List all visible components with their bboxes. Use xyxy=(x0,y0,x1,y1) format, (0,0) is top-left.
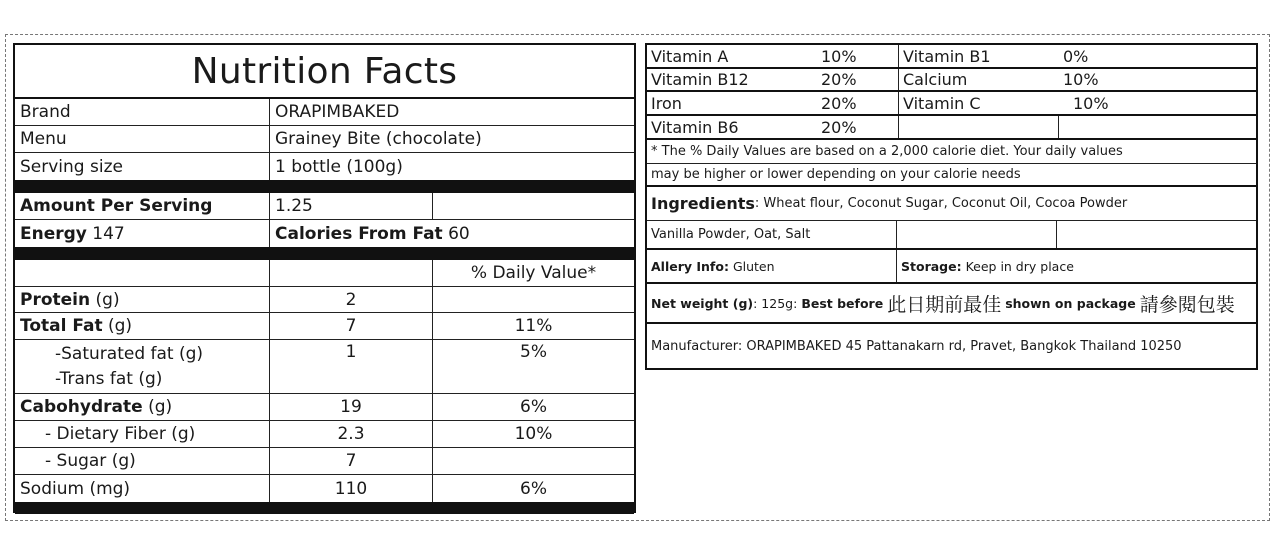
serving-size-row xyxy=(15,153,634,180)
ingredients-text: : Wheat flour, Coconut Sugar, Coconut Oil, Cocoa Powder xyxy=(754,196,1128,211)
vitamin-value: 10% xyxy=(1063,70,1099,89)
manufacturer-row xyxy=(647,324,1256,368)
best-before-cjk: 此日期前最佳 xyxy=(887,293,1002,316)
vitamin-value: 10% xyxy=(1073,93,1109,113)
footnote-line-2: may be higher or lower depending on your calorie needs xyxy=(647,164,1256,187)
calories-from-fat-cell xyxy=(270,220,634,247)
shown-on-package-label: shown on package xyxy=(1005,295,1136,311)
carbohydrate-name: Cabohydrate xyxy=(20,397,143,417)
product-info-panel xyxy=(645,43,1258,370)
vitamin-value: 20% xyxy=(817,92,899,114)
carbohydrate-row xyxy=(15,394,634,421)
brand-value: ORAPIMBAKED xyxy=(275,102,400,122)
vitamin-name: Vitamin B6 xyxy=(651,117,739,137)
dietary-fiber-row xyxy=(15,421,634,448)
carbohydrate-dv: 6% xyxy=(520,397,547,417)
storage-label: Storage: xyxy=(901,258,962,274)
amount-per-serving-value: 1.25 xyxy=(270,193,433,219)
sodium-name: Sodium (mg) xyxy=(15,475,270,502)
footnote-line-1: * The % Daily Values are based on a 2,000 calorie diet. Your daily values xyxy=(647,140,1256,164)
protein-unit: (g) xyxy=(95,289,120,310)
vitamin-value: 10% xyxy=(817,45,899,67)
allergy-storage-row xyxy=(647,250,1256,284)
serving-size-value: 1 bottle (100g) xyxy=(275,156,403,177)
fat-breakdown-row xyxy=(15,340,634,394)
brand-row xyxy=(15,99,634,126)
protein-amount: 2 xyxy=(270,287,433,312)
sugar-row xyxy=(15,448,634,475)
allergy-cell xyxy=(647,250,897,282)
allergy-value: Gluten xyxy=(732,258,775,274)
serving-size-label: Serving size xyxy=(15,153,270,180)
total-fat-dv: 11% xyxy=(514,316,553,336)
menu-row xyxy=(15,126,634,153)
sodium-dv: 6% xyxy=(520,478,547,499)
allergy-label: Allery Info: xyxy=(651,258,729,274)
calories-from-fat-value: 60 xyxy=(448,223,470,244)
ingredients-label: Ingredients xyxy=(651,194,755,213)
vitamin-value xyxy=(1059,116,1256,138)
separator-bar xyxy=(15,247,634,260)
vitamin-name: Vitamin B1 xyxy=(903,46,991,66)
brand-label: Brand xyxy=(15,99,270,125)
energy-label: Energy xyxy=(20,223,87,244)
vitamin-value: 20% xyxy=(817,116,899,138)
net-weight-value: : 125g: xyxy=(753,295,798,311)
best-before-label: Best before xyxy=(801,295,884,311)
saturated-fat-amount: 1 xyxy=(270,340,433,393)
total-fat-unit: (g) xyxy=(107,316,133,336)
trans-fat-name: -Trans fat (g) xyxy=(55,369,163,389)
dietary-fiber-dv: 10% xyxy=(514,424,553,444)
net-weight-row xyxy=(647,284,1256,324)
nutrition-facts-title: Nutrition Facts xyxy=(15,45,634,99)
bottom-bar xyxy=(15,502,634,514)
total-fat-name: Total Fat xyxy=(20,316,103,336)
sugar-amount: 7 xyxy=(270,448,433,474)
dietary-fiber-name: - Dietary Fiber (g) xyxy=(15,421,270,447)
energy-row xyxy=(15,220,634,247)
sodium-amount: 110 xyxy=(270,475,433,502)
vitamin-name: Vitamin A xyxy=(651,46,729,66)
menu-label: Menu xyxy=(15,126,270,152)
energy-value: 147 xyxy=(92,223,125,244)
vitamin-name: Iron xyxy=(651,93,682,113)
vitamin-value: 20% xyxy=(817,69,899,90)
separator-bar xyxy=(15,180,634,193)
saturated-fat-name: -Saturated fat (g) xyxy=(55,344,204,364)
vitamin-name: Calcium xyxy=(903,70,968,89)
storage-value: Keep in dry place xyxy=(965,258,1074,274)
daily-value-header-row xyxy=(15,260,634,287)
total-fat-row xyxy=(15,313,634,340)
energy-cell xyxy=(15,220,270,247)
vitamin-row xyxy=(647,116,1256,140)
sodium-row xyxy=(15,475,634,502)
calories-from-fat-label: Calories From Fat xyxy=(275,223,443,244)
menu-value: Grainey Bite (chocolate) xyxy=(275,129,482,149)
carbohydrate-unit: (g) xyxy=(148,397,173,417)
vitamin-name: Vitamin B12 xyxy=(651,70,749,89)
amount-per-serving-label: Amount Per Serving xyxy=(15,193,270,219)
sugar-dv xyxy=(433,448,634,474)
dietary-fiber-amount: 2.3 xyxy=(270,421,433,447)
vitamin-name xyxy=(899,116,1059,138)
saturated-fat-dv: 5% xyxy=(520,342,547,362)
carbohydrate-amount: 19 xyxy=(270,394,433,420)
daily-value-header: % Daily Value* xyxy=(470,263,597,283)
ingredients-text-2: Vanilla Powder, Oat, Salt xyxy=(647,221,897,248)
manufacturer-text: Manufacturer: ORAPIMBAKED 45 Pattanakarn rd, Pravet, Bangkok Thailand 10250 xyxy=(651,338,1182,354)
nutrition-facts-panel xyxy=(13,43,636,513)
ingredients-row-2 xyxy=(647,221,1256,250)
net-weight-label: Net weight (g) xyxy=(651,295,754,311)
shown-on-package-cjk: 請參閱包裝 xyxy=(1139,293,1235,316)
amount-per-serving-row xyxy=(15,193,634,220)
protein-row xyxy=(15,287,634,313)
vitamin-row xyxy=(647,45,1256,69)
vitamin-value: 0% xyxy=(1063,46,1089,66)
total-fat-amount: 7 xyxy=(270,313,433,339)
vitamin-row xyxy=(647,69,1256,92)
protein-dv xyxy=(433,287,634,312)
ingredients-row xyxy=(647,187,1256,221)
protein-name: Protein xyxy=(20,289,91,310)
sugar-name: - Sugar (g) xyxy=(15,448,270,474)
vitamin-name: Vitamin C xyxy=(903,93,981,113)
storage-cell xyxy=(897,250,1256,282)
vitamin-row xyxy=(647,92,1256,116)
